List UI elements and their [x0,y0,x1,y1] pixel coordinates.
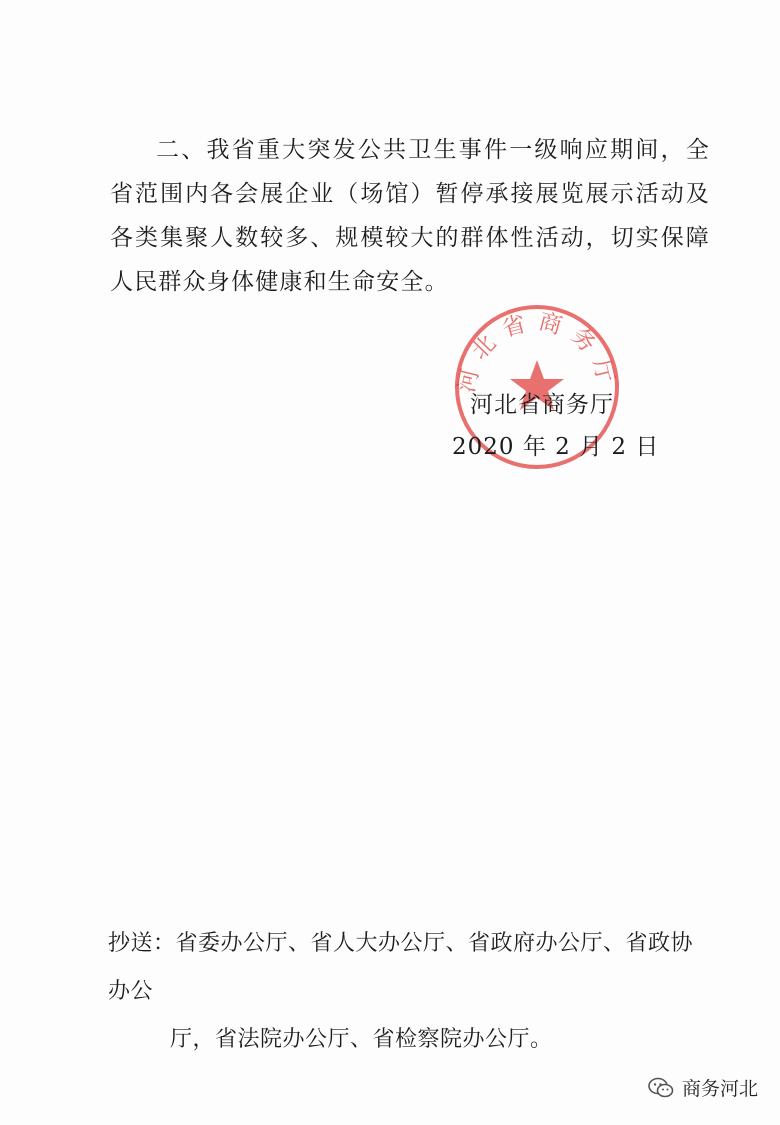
seal-text: 河北省商务厅 [453,308,621,395]
signature-organization: 河北省商务厅 [470,392,614,418]
signature-date: 2020 年 2 月 2 日 [452,434,660,460]
cc-line-1: 抄送：省委办公厅、省人大办公厅、省政府办公厅、省政协办公 [108,931,694,1004]
cc-block [108,920,708,1064]
wechat-icon [648,1077,674,1099]
cc-line-2: 厅，省法院办公厅、省检察院办公厅。 [170,1027,553,1052]
watermark-label: 商务河北 [681,1078,758,1100]
body-paragraph: 二、我省重大突发公共卫生事件一级响应期间，全省范围内各会展企业（场馆）暂停承接展览展示活动及各类集聚人数较多、规模较大的群体性活动，切实保障人民群众身体健康和生命安全。 [110,137,710,295]
account-watermark [648,1074,758,1101]
